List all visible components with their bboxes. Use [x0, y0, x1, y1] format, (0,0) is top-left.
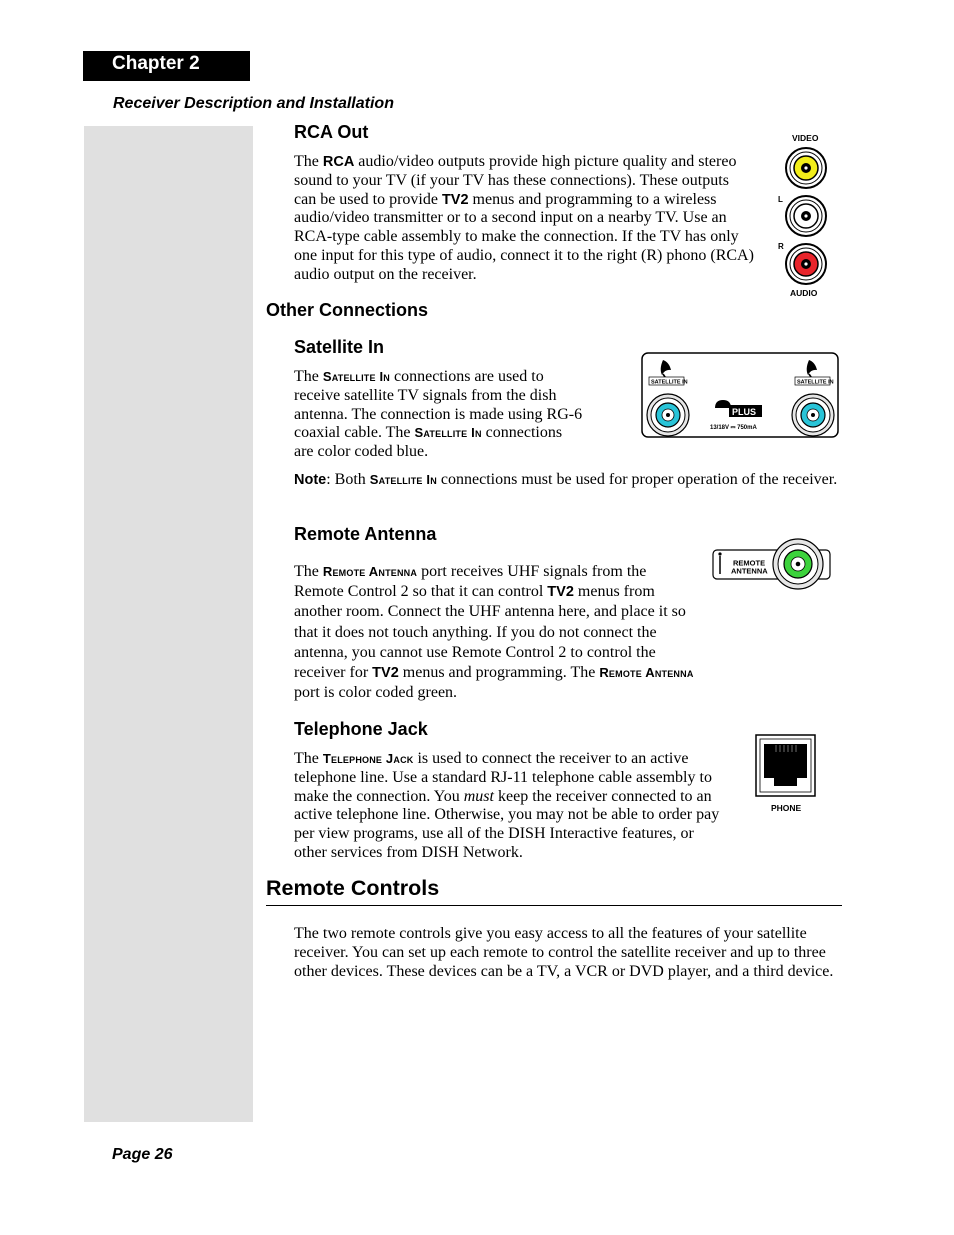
power-rating: 13/18V ⎓ 750mA: [710, 425, 757, 431]
satellite-in-paragraph: The Satellite In connections are used to receive satellite TV signals from the dish antenna. The connection is made using RG-6 coaxial cable. The Satellite In connections are color coded blue.: [294, 368, 583, 461]
rca-out-paragraph: The RCA audio/video outputs provide high picture quality and stereo sound to your TV (if your TV has these connections). These outputs can be used to provide TV2 menus and programming to a wireless audio/video transmitter or to a second input on a nearby TV. Use an RCA-type cable assembly to make the connection. If the TV has only one input for this type of audio, connect it to the right (R) phono (RCA) audio output on the receiver.: [294, 153, 754, 283]
telephone-jack-heading: Telephone Jack: [294, 719, 428, 739]
satellite-in-right-label: SATELLITE IN: [797, 379, 834, 386]
left-audio-connector-icon: [786, 196, 826, 236]
right-audio-connector-icon: [786, 244, 826, 284]
satellite-in-left-label: SATELLITE IN: [651, 379, 688, 386]
remote-controls-paragraph: The two remote controls give you easy access to all the features of your satellite receiver. You can set up each remote to control the satellite receiver and up to three other devices. These devices can be a TV, a VCR or DVD player, and a third device.: [294, 925, 834, 980]
video-label: VIDEO: [792, 133, 819, 143]
remote-antenna-heading: Remote Antenna: [294, 524, 437, 544]
chapter-tab: Chapter 2: [83, 51, 250, 81]
note-paragraph: Note: Both Satellite In connections must be used for proper operation of the receiver.: [294, 471, 838, 488]
remote-antenna-paragraph: The Remote Antenna port receives UHF signals from the Remote Control 2 so that it can control TV2 menus from another room. Connect the UHF antenna here, and place it so that it does not touch anything. If you do not connect the antenna, you cannot use Remote Control 2 to control the receiver for TV2 menus and programming. The Remote Antenna port is color coded green.: [294, 563, 694, 702]
rca-out-heading: RCA Out: [294, 122, 369, 142]
remote-controls-heading: Remote Controls: [266, 876, 440, 900]
logo-text: PLUS: [732, 407, 757, 417]
page-number: Page 26: [112, 1146, 173, 1163]
r-label: R: [778, 242, 784, 251]
margin-bar: [84, 126, 253, 1122]
remote-antenna-connector-icon: [773, 539, 823, 589]
right-coax-connector-icon: [792, 394, 834, 436]
left-coax-connector-icon: [647, 394, 689, 436]
heading-rule: [266, 905, 842, 906]
remote-antenna-figure: [712, 536, 832, 592]
telephone-jack-paragraph: The Telephone Jack is used to connect the receiver to an active telephone line. Use a standard RJ-11 telephone cable assembly to make the connection. You must keep the receiver connected to an active telephone line. Otherwise, you may not be able to order pay per view programs, use all of the DISH Interactive features, or other services from DISH Network.: [294, 750, 720, 861]
phone-label: PHONE: [771, 803, 802, 813]
other-connections-heading: Other Connections: [266, 300, 429, 320]
audio-label: AUDIO: [790, 288, 818, 298]
rca-connectors-figure: [774, 130, 838, 302]
l-label: L: [778, 195, 783, 204]
phone-jack-figure: [754, 734, 818, 816]
section-title: Receiver Description and Installation: [113, 95, 394, 112]
remote-antenna-label-1: REMOTE: [733, 558, 766, 568]
remote-antenna-label-2: ANTENNA: [731, 566, 768, 576]
video-connector-icon: [786, 148, 826, 188]
satellite-in-heading: Satellite In: [294, 337, 385, 357]
satellite-in-figure: [641, 352, 840, 439]
